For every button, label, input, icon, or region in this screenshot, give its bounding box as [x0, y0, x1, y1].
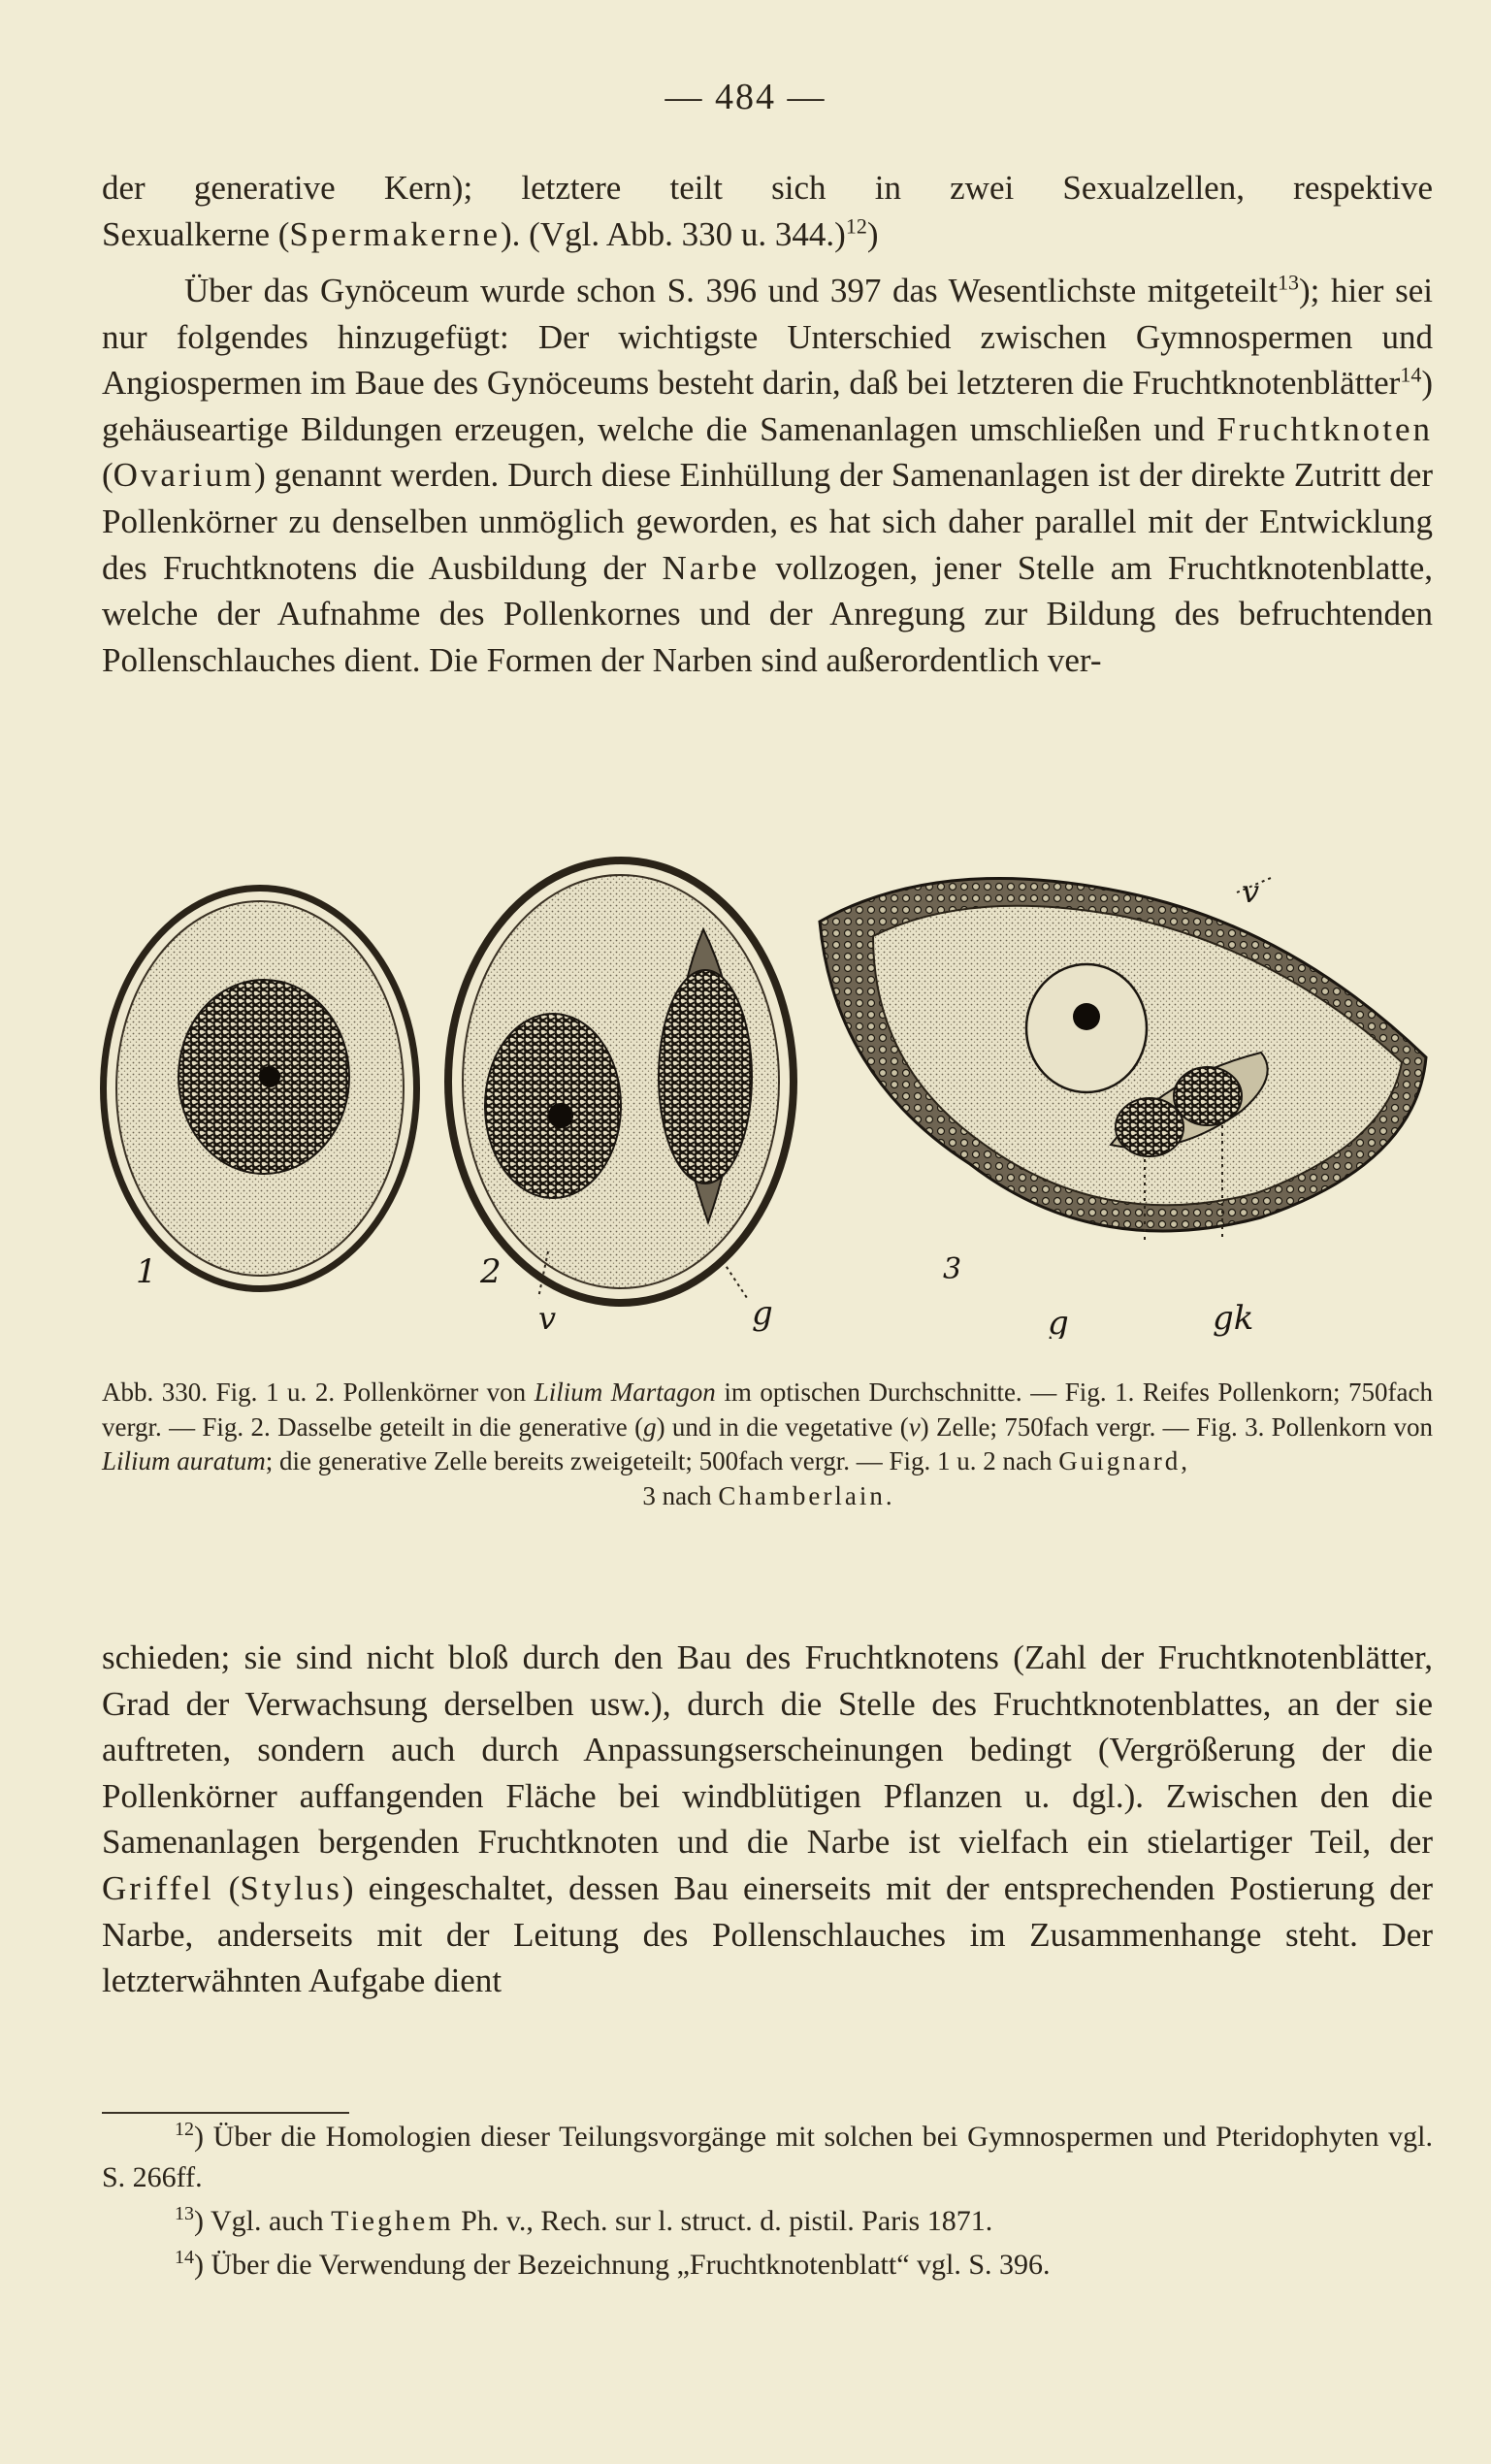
pollen-grain-fig3 [820, 878, 1426, 1242]
pollen-grain-fig1 [100, 885, 420, 1292]
footnote-12: $^{12}$) Über die Homologien dieser Teilungsvorgänge mit solchen bei Gymnospermen und Pteridophyten vgl. S. 266ff. [102, 2119, 1433, 2193]
third-paragraph: schieden; sie sind nicht bloß durch den Bau des Fruchtknotens (Zahl der Fruchtknotenblätter, Grad der Verwachsung derselben usw.), durch die Stelle des Fruchtknotenblattes, an der sie auftreten, sondern auch durch Anpassungserscheinungen bedingt (Vergrößerung der die Pollenkörner auffangenden Fläche bei windblütigen Pflanzen u. dgl.). Zwischen den die Samenanlagen bergenden Fruchtknoten und die Narbe ist vielfach ein stielartiger Teil, der Griffel (Stylus) eingeschaltet, dessen Bau einerseits mit der entsprechenden Postierung der Narbe, anderseits mit der Leitung des Pollenschlauches im Zusammenhange steht. Der letzterwähnten Aufgabe dient [102, 1638, 1433, 2000]
page-number: — 484 — [664, 77, 827, 117]
figure-caption: Abb. 330. Fig. 1 u. 2. Pollenkörner von Lilium Martagon im optischen Durchschnitte. — Fig. 1. Reifes Pollenkorn; 750fach vergr. — Fig. 2. Dasselbe geteilt in die generative (g) und in die vegetative (v) Zelle; 750fach vergr. — Fig. 3. Pollenkorn von Lilium auratum; die generative Zelle bereits zweigeteilt; 500fach vergr. — Fig. 1 u. 2 nach Guignard, 3 nach Chamberlain. [102, 1378, 1433, 1510]
pollen-grain-fig2 [444, 857, 797, 1307]
pollen-illustration [97, 834, 1436, 1339]
fig3-label: 3 [943, 1252, 962, 1286]
second-paragraph: Über das Gynöceum wurde schon S. 396 und 397 das Wesentlichste mitgeteilt$^{13}$); hier sei nur folgendes hinzugefügt: Der wichtigste Unterschied zwischen Gymnospermen und Angiospermen im Baue des Gynöceums besteht darin, daß bei letzteren die Fruchtknotenblätter$^{14}$) gehäuseartige Bildungen erzeugen, welche die Samenanlagen umschließen und Fruchtknoten (Ovarium) genannt werden. Durch diese Einhüllung der Samenanlagen ist der direkte Zutritt der Pollenkörner zu denselben unmöglich geworden, es hat sich daher parallel mit der Entwicklung des Fruchtknotens die Ausbildung der Narbe vollzogen, jener Stelle am Fruchtknotenblatte, welche der Aufnahme des Pollenkornes und der Anregung zur Bildung des befruchtenden Pollenschlauches dient. Die Formen der Narben sind außerordentlich ver- [102, 270, 1434, 679]
top-paragraph [102, 165, 1433, 257]
fig2-label: 2 [480, 1252, 502, 1291]
footnote-ref-13[interactable]: 13 [1277, 270, 1299, 295]
label-gk-fig3: gk [1213, 1299, 1254, 1338]
footnote-14: $^{14}$) Über die Verwendung der Bezeichnung „Fruchtknotenblatt“ vgl. S. 396. [175, 2247, 1051, 2281]
label-v-fig3: v [1242, 873, 1260, 910]
label-v-fig2: v [538, 1300, 557, 1337]
footnotes [102, 2117, 1433, 2288]
footnote-ref-14[interactable]: 14 [1400, 362, 1422, 387]
figure-abb-330 [97, 834, 1436, 1339]
fig1-label: 1 [136, 1252, 157, 1291]
top-line-1: der generative Kern); letztere teilt sich in zwei Sexualzellen, respektive [102, 169, 1433, 207]
label-g-fig2: g [752, 1294, 773, 1333]
top-line-2: Sexualkerne (Spermakerne). (Vgl. Abb. 330 u. 344.)$^{12}$) [102, 212, 879, 253]
footnote-13: $^{13}$) Vgl. auch Tieghem Ph. v., Rech. sur l. struct. d. pistil. Paris 1871. [175, 2203, 993, 2237]
footnote-divider [102, 2112, 349, 2114]
label-g-fig3: g [1048, 1304, 1069, 1339]
